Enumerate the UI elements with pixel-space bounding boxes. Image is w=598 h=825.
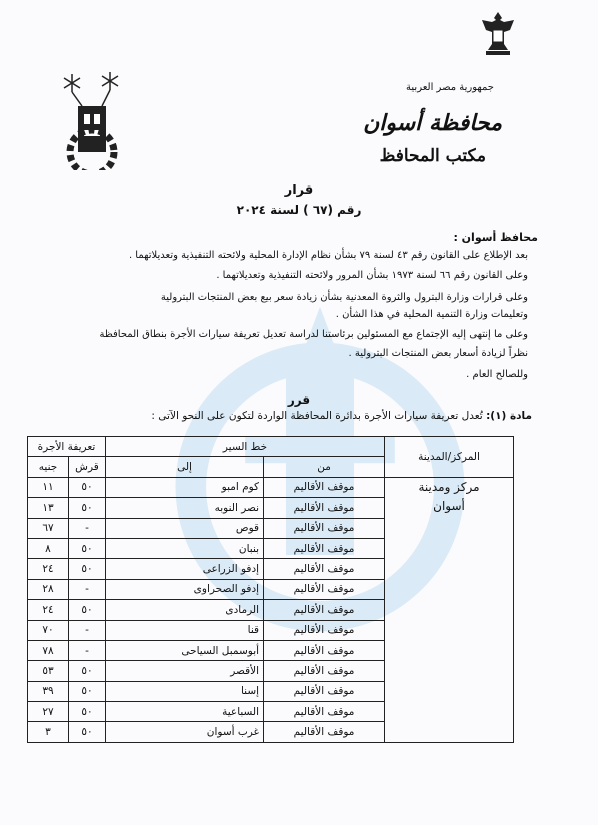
header-qirsh: قرش	[69, 457, 106, 477]
fares-table	[27, 436, 514, 743]
table-row	[28, 477, 514, 497]
qirsh-cell: -	[69, 518, 106, 538]
qirsh-cell: ٥٠	[69, 702, 106, 722]
from-cell: موقف الأقاليم	[264, 640, 385, 660]
from-cell: موقف الأقاليم	[264, 477, 385, 497]
recital-5: وعلى ما إنتهى إليه الإجتماع مع المسئولين برئاستنا لدراسة تعديل تعريفة سيارات الأجرة بنطاق المحافظة	[99, 329, 528, 340]
from-cell: موقف الأقاليم	[264, 722, 385, 742]
qirsh-cell: ٥٠	[69, 681, 106, 701]
to-cell: إدفو الزراعى	[106, 559, 264, 579]
qirsh-cell: ٥٠	[69, 559, 106, 579]
to-cell: أبوسمبل السياحى	[106, 640, 264, 660]
pound-cell: ٧٠	[28, 620, 69, 640]
to-cell: إسنا	[106, 681, 264, 701]
to-cell: نصر النوبه	[106, 498, 264, 518]
qirsh-cell: ٥٠	[69, 600, 106, 620]
qirsh-cell: -	[69, 640, 106, 660]
to-cell: السباعية	[106, 702, 264, 722]
to-cell: الرمادى	[106, 600, 264, 620]
pound-cell: ٧٨	[28, 640, 69, 660]
from-cell: موقف الأقاليم	[264, 559, 385, 579]
city-line-2: أسوان	[433, 498, 465, 513]
header-fare: تعريفة الأجرة	[28, 437, 106, 457]
from-cell: موقف الأقاليم	[264, 518, 385, 538]
governorate-title: محافظة أسوان	[363, 110, 502, 136]
to-cell: إدفو الصحراوى	[106, 579, 264, 599]
header-center: المركز/المدينة	[385, 437, 514, 478]
pound-cell: ٢٨	[28, 579, 69, 599]
pound-cell: ١٣	[28, 498, 69, 518]
recital-4: وتعليمات وزارة التنمية المحلية في هذا الشأن .	[335, 309, 528, 320]
decision-title: قرار	[284, 183, 314, 198]
from-cell: موقف الأقاليم	[264, 661, 385, 681]
header-route: خط السير	[106, 437, 385, 457]
qirsh-cell: -	[69, 620, 106, 640]
pound-cell: ١١	[28, 477, 69, 497]
qirsh-cell: ٥٠	[69, 498, 106, 518]
article-text: تُعدل تعريفة سيارات الأجرة بدائرة المحافظة الواردة لتكون على النحو الآتى :	[151, 410, 483, 422]
qirsh-cell: -	[69, 579, 106, 599]
recital-3: وعلى قرارات وزارة البترول والثروة المعدنية بشأن زيادة سعر بيع بعض المنتجات البترولية	[160, 292, 528, 303]
pound-cell: ٦٧	[28, 518, 69, 538]
city-cell	[385, 477, 514, 742]
republic-label: جمهورية مصر العربية	[406, 82, 494, 93]
office-title: مكتب المحافظ	[379, 146, 486, 166]
from-cell: موقف الأقاليم	[264, 498, 385, 518]
from-cell: موقف الأقاليم	[264, 538, 385, 558]
decision-number: رقم (٦٧ ) لسنة ٢٠٢٤	[236, 203, 362, 217]
header-pound: جنيه	[28, 457, 69, 477]
from-cell: موقف الأقاليم	[264, 681, 385, 701]
pound-cell: ٢٤	[28, 559, 69, 579]
eagle-emblem-icon	[480, 10, 516, 56]
from-cell: موقف الأقاليم	[264, 702, 385, 722]
qirsh-cell: ٥٠	[69, 477, 106, 497]
governor-label: محافظ أسوان :	[453, 231, 538, 244]
resolution-title: قرر	[287, 393, 311, 407]
from-cell: موقف الأقاليم	[264, 600, 385, 620]
pound-cell: ٣	[28, 722, 69, 742]
header-to: إلى	[106, 457, 264, 477]
to-cell: كوم امبو	[106, 477, 264, 497]
pound-cell: ٢٤	[28, 600, 69, 620]
to-cell: بنبان	[106, 538, 264, 558]
from-cell: موقف الأقاليم	[264, 579, 385, 599]
to-cell: قوص	[106, 518, 264, 538]
city-line-1: مركز ومدينة	[418, 479, 480, 494]
recital-7: وللصالح العام .	[466, 369, 528, 380]
to-cell: الأقصر	[106, 661, 264, 681]
article-1	[151, 410, 532, 422]
pound-cell: ٣٩	[28, 681, 69, 701]
qirsh-cell: ٥٠	[69, 661, 106, 681]
pound-cell: ٢٧	[28, 702, 69, 722]
pound-cell: ٨	[28, 538, 69, 558]
qirsh-cell: ٥٠	[69, 538, 106, 558]
header-from: من	[264, 457, 385, 477]
from-cell: موقف الأقاليم	[264, 620, 385, 640]
article-label: مادة (١):	[486, 410, 532, 422]
to-cell: قنا	[106, 620, 264, 640]
recital-1: بعد الإطلاع على القانون رقم ٤٣ لسنة ٧٩ بشأن نظام الإدارة المحلية ولائحته التنفيذية وتعديلاتهما .	[128, 250, 528, 261]
recital-6: نظراً لزيادة أسعار بعض المنتجات البترولية .	[348, 348, 528, 359]
to-cell: غرب أسوان	[106, 722, 264, 742]
qirsh-cell: ٥٠	[69, 722, 106, 742]
recital-2: وعلى القانون رقم ٦٦ لسنة ١٩٧٣ بشأن المرور ولائحته التنفيذية وتعديلاتهما .	[216, 270, 528, 281]
governorate-logo-icon	[52, 62, 132, 170]
pound-cell: ٥٣	[28, 661, 69, 681]
